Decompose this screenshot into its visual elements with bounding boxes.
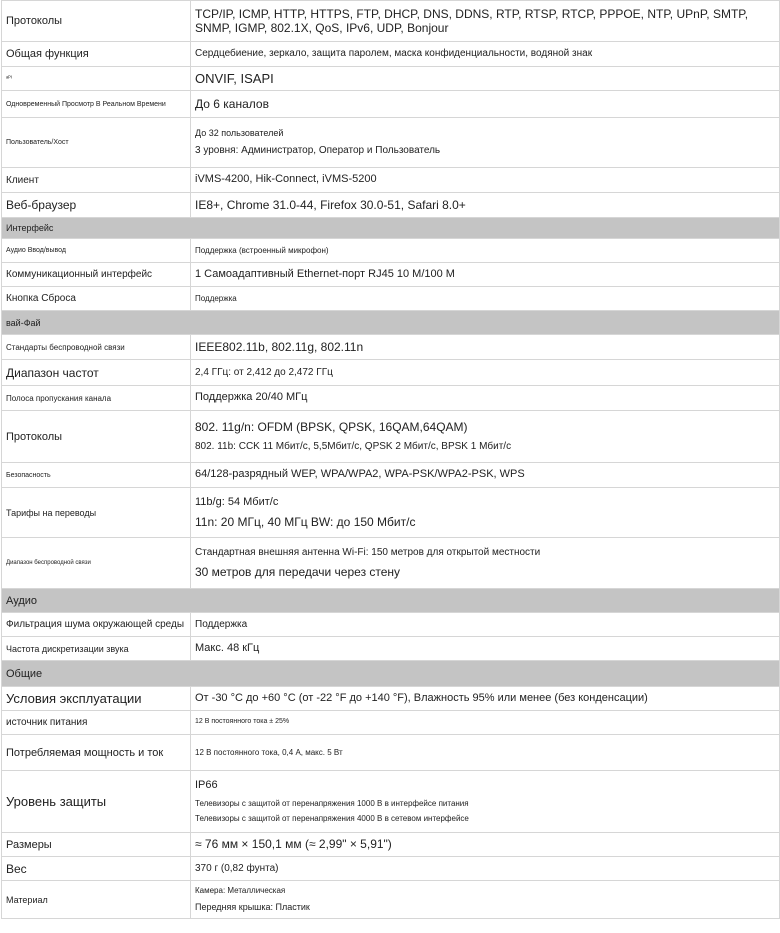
spec-value-cell [191, 239, 780, 263]
spec-row [2, 771, 780, 833]
section-header [2, 589, 780, 613]
spec-label: Пользователь/Хост [2, 118, 191, 168]
spec-value-cell [191, 287, 780, 311]
spec-label: Вес [2, 857, 191, 881]
spec-value-cell [191, 118, 780, 168]
specifications-table [1, 0, 780, 919]
spec-value: Поддержка [195, 293, 237, 303]
spec-row [2, 67, 780, 91]
spec-label: Потребляемая мощность и ток [2, 735, 191, 771]
spec-value: До 6 каналов [195, 96, 269, 111]
spec-value-cell [191, 67, 780, 91]
spec-label: Протоколы [2, 1, 191, 42]
spec-row [2, 711, 780, 735]
spec-value: ONVIF, ISAPI [195, 70, 274, 86]
spec-value-cell [191, 463, 780, 488]
spec-value: 1 Самоадаптивный Ethernet-порт RJ45 10 M/100 M [195, 267, 455, 280]
spec-label: Аудио Ввод/вывод [2, 239, 191, 263]
spec-label: Уровень защиты [2, 771, 191, 833]
spec-value: От -30 °C до +60 °C (от -22 °F до +140 °F), Влажность 95% или менее (без конденсации) [195, 691, 648, 704]
spec-value-cell [191, 411, 780, 463]
spec-row [2, 193, 780, 218]
spec-value-cell [191, 263, 780, 287]
spec-row [2, 538, 780, 589]
spec-row [2, 881, 780, 919]
spec-label: Клиент [2, 168, 191, 193]
spec-row [2, 411, 780, 463]
spec-row [2, 687, 780, 711]
spec-label: Тарифы на переводы [2, 488, 191, 538]
spec-label: Размеры [2, 833, 191, 857]
spec-row [2, 360, 780, 386]
spec-label: Стандарты беспроводной связи [2, 335, 191, 360]
spec-value: Поддержка [195, 618, 248, 630]
spec-value-cell [191, 335, 780, 360]
spec-row [2, 386, 780, 411]
spec-value: 12 В постоянного тока ± 25% [195, 718, 290, 726]
spec-label: Частота дискретизации звука [2, 637, 191, 661]
spec-value: Телевизоры с защитой от перенапряжения 1000 В в интерфейсе питания [195, 798, 469, 808]
section-header [2, 311, 780, 335]
spec-row [2, 91, 780, 118]
spec-value: 30 метров для передачи через стену [195, 564, 401, 579]
spec-row [2, 239, 780, 263]
spec-value-cell [191, 711, 780, 735]
spec-value-cell [191, 360, 780, 386]
spec-label: Условия эксплуатации [2, 687, 191, 711]
spec-value: iVMS-4200, Hik-Connect, iVMS-5200 [195, 173, 377, 186]
spec-label: Общая функция [2, 42, 191, 67]
spec-label: Фильтрация шума окружающей среды [2, 613, 191, 637]
spec-value: 2,4 ГГц: от 2,412 до 2,472 ГГц [195, 366, 333, 378]
spec-label: Материал [2, 881, 191, 919]
spec-value-cell [191, 1, 780, 42]
spec-row [2, 463, 780, 488]
spec-value: IE8+, Chrome 31.0-44, Firefox 30.0-51, Safari 8.0+ [195, 197, 466, 212]
spec-row [2, 735, 780, 771]
spec-row [2, 263, 780, 287]
specifications-body [2, 1, 780, 919]
spec-label: Коммуникационный интерфейс [2, 263, 191, 287]
spec-value: 64/128-разрядный WEP, WPA/WPA2, WPA-PSK/WPA2-PSK, WPS [195, 468, 525, 481]
spec-value: IP66 [195, 779, 218, 792]
spec-row [2, 857, 780, 881]
spec-label: источник питания [2, 711, 191, 735]
spec-value: 802. 11g/n: OFDM (BPSK, QPSK, 16QAM,64QAM) [195, 420, 468, 435]
spec-row [2, 637, 780, 661]
spec-value-cell [191, 687, 780, 711]
spec-row [2, 1, 780, 42]
section-title: Общие [2, 661, 780, 687]
spec-value-cell [191, 538, 780, 589]
spec-label: Безопасность [2, 463, 191, 488]
spec-value: 802. 11b: CCK 11 Мбит/с, 5,5Мбит/с, QPSK 2 Мбит/с, BPSK 1 Мбит/с [195, 440, 512, 452]
spec-value: TCP/IP, ICMP, HTTP, HTTPS, FTP, DHCP, DNS, DDNS, RTP, RTSP, RTCP, PPPOE, NTP, UPnP, SMTP, SNMP, IGMP, 802.1X, QoS, IPv6, UDP, Bonjour [195, 6, 749, 35]
spec-value-cell [191, 613, 780, 637]
spec-value: Макс. 48 кГц [195, 641, 260, 654]
spec-value: IEEE802.11b, 802.11g, 802.11n [195, 339, 364, 354]
spec-value: Сердцебиение, зеркало, защита паролем, маска конфиденциальности, водяной знак [195, 48, 593, 59]
spec-value-cell [191, 881, 780, 919]
spec-value: 12 В постоянного тока, 0,4 А, макс. 5 Вт [195, 747, 343, 757]
spec-value: Стандартная внешняя антенна Wi-Fi: 150 метров для открытой местности [195, 546, 541, 558]
spec-label: Диапазон частот [2, 360, 191, 386]
spec-value-cell [191, 386, 780, 411]
section-title: вай-Фай [2, 311, 780, 335]
spec-value-cell [191, 857, 780, 881]
spec-label: ᵃᴾᴵ [2, 67, 191, 91]
spec-row [2, 168, 780, 193]
spec-row [2, 488, 780, 538]
spec-row [2, 833, 780, 857]
spec-label: Протоколы [2, 411, 191, 463]
spec-row [2, 613, 780, 637]
spec-label: Одновременный Просмотр В Реальном Времени [2, 91, 191, 118]
spec-value-cell [191, 771, 780, 833]
spec-value: Передняя крышка: Пластик [195, 901, 310, 912]
spec-value-cell [191, 193, 780, 218]
spec-row [2, 287, 780, 311]
spec-value-cell [191, 91, 780, 118]
spec-label: Кнопка Сброса [2, 287, 191, 311]
spec-value-cell [191, 735, 780, 771]
spec-value-cell [191, 833, 780, 857]
spec-label: Диапазон беспроводной связи [2, 538, 191, 589]
spec-value-cell [191, 637, 780, 661]
spec-label: Полоса пропускания канала [2, 386, 191, 411]
spec-row [2, 42, 780, 67]
spec-value-cell [191, 42, 780, 67]
spec-value: Поддержка 20/40 МГц [195, 391, 308, 404]
spec-label: Веб-браузер [2, 193, 191, 218]
section-title: Аудио [2, 589, 780, 613]
section-title: Интерфейс [2, 218, 780, 239]
spec-value: Поддержка (встроенный микрофон) [195, 245, 329, 255]
section-header [2, 661, 780, 687]
spec-value: Телевизоры с защитой от перенапряжения 4000 В в сетевом интерфейсе [195, 814, 469, 824]
spec-value-cell [191, 168, 780, 193]
spec-value: До 32 пользователей [195, 128, 284, 139]
spec-value: ≈ 76 мм × 150,1 мм (≈ 2,99" × 5,91") [195, 837, 392, 852]
spec-value: 11b/g: 54 Мбит/с [195, 495, 279, 508]
section-header [2, 218, 780, 239]
spec-value: Камера: Металлическая [195, 886, 286, 896]
spec-value: 11n: 20 МГц, 40 МГц BW: до 150 Мбит/с [195, 514, 416, 529]
spec-row [2, 335, 780, 360]
spec-value-cell [191, 488, 780, 538]
spec-row [2, 118, 780, 168]
spec-value: 3 уровня: Администратор, Оператор и Пользователь [195, 144, 441, 156]
spec-value: 370 г (0,82 фунта) [195, 862, 279, 874]
